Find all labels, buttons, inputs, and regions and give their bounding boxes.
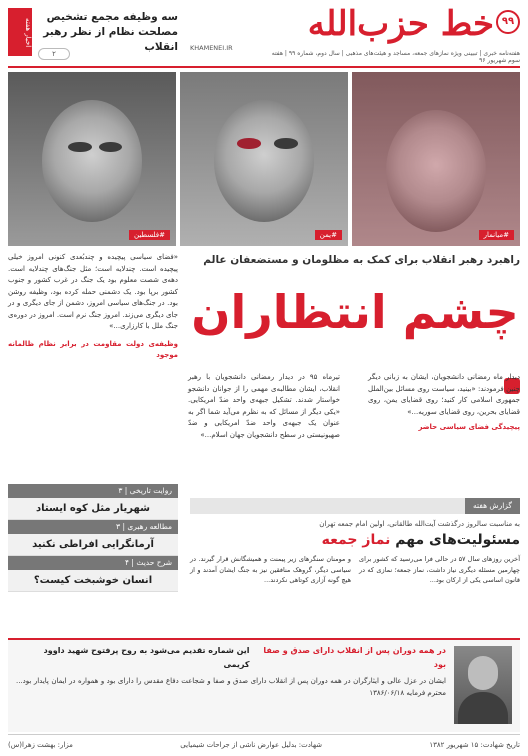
masthead <box>0 0 528 68</box>
body-subhead: پیچیدگی فضای سیاسی حاضر <box>418 423 520 431</box>
photo-caption: #یمن <box>315 230 342 240</box>
report-title-highlight: نماز جمعه <box>321 532 391 548</box>
lead-story <box>190 252 520 370</box>
martyr-headline-right: در همه دوران پس از انقلاب دارای صدق و صفا بود <box>263 646 446 669</box>
photo-yemen <box>180 72 348 246</box>
footer <box>8 734 520 752</box>
side-headline[interactable]: سه وظیفه مجمع تشخیص مصلحت نظام از نظر رهبر انقلاب <box>43 11 178 53</box>
logo: خط حزب‌الله <box>307 4 494 44</box>
martyr-paragraph: ایشان در عزل عالی و ایثارگران در همه دوران پس از انقلاب دارای صدق و صفا و شجاعت دفاع مقدس را دارای بود و همواره در ایمان پایدار بود... محترم فرمایه ۱۳۸۶/۰۶/۱۸ <box>16 677 446 697</box>
issue-meta: هفته‌نامه خبری | تبیینی ویژه نمازهای جمعه، مساجد و هیئت‌های مذهبی | سال دوم، شماره ۹۹ | هفته سوم شهریور ۹۶ <box>271 50 520 64</box>
martyr-text <box>16 644 446 699</box>
footer-cause: شهادت: بدلیل عوارض ناشی از جراحات شیمیایی <box>180 740 323 749</box>
report-text-left: و مومنان سنگرهای زیر پیمنت و همیشگانش قرار گیرند. در سیاسی دیگر، گروهک منافقین نیز به جنگ ایشان آمدند و از هیچ گونه آزاری کوتاهی نکردند... <box>190 555 351 584</box>
report-body <box>190 554 520 586</box>
box-title[interactable]: انسان خوشبخت کیست؟ <box>8 570 178 592</box>
lead-body-left <box>368 372 520 494</box>
box-title[interactable]: آرمانگرایی افراطی نکنید <box>8 534 178 556</box>
photo-palestine <box>8 72 176 246</box>
eye-shape <box>99 142 123 152</box>
lead-title[interactable]: چشم انتظاران <box>191 285 519 339</box>
child-face <box>42 100 143 222</box>
side-page-number: ۲ <box>38 48 70 60</box>
issue-number: ۹۹ <box>496 10 520 34</box>
side-column <box>8 252 178 482</box>
body-text: تیرماه ۹۵ در دیدار رمضانی دانشجویان با رهبر انقلاب، ایشان مطالبه‌ی مهمی را از جوانان دانشجو خواستار شدند. تشکیل جبهه‌ی واحد ضدّ امریکایی. «یکی دیگر از مسائل که به نظرم می‌آید شما اگر به عنوان یک جبهه‌ی واحد ضدّ امریکایی و ضدّ صهیونیستی در سطح دانشجویان جهان اسلام...» <box>188 373 340 439</box>
lead-body <box>188 372 520 494</box>
section-boxes <box>8 484 178 624</box>
photo-myanmar <box>352 72 520 246</box>
box-head: شرح حدیث | ۴ <box>8 556 178 570</box>
lead-body-right <box>188 372 360 494</box>
body-text: دیدار ماه رمضانی دانشجویان، ایشان به زبانی دیگر چنین فرمودند: «بینید، سیاست روی مسائل بین‌الملل جمهوری اسلامی کار کنید؛ روی قضایای یمن، روی قضایای بحرین، روی قضایای سوریه...» <box>368 373 520 416</box>
eye-shape <box>237 138 261 148</box>
martyr-headline-left: این شماره تقدیم می‌شود به روح پرفتوح شهید داوود کریمی <box>43 646 250 669</box>
side-column-text: «فضای سیاسی پیچیده و چندبُعدی کنونی امروز خیلی پیچیده است. چندلایه است؛ مثل جنگ‌های چندلایه است. دهه‌ی شصت معلوم بود یک جنگ در غرب کشور و جنوب کشور برپا بود. یک دشمنی حمله کرده بود، وظیفه روشن بود. در جنگ‌های سیاسی امروز، دشمن از جای دیگری و در جای دیگری می‌زند. امروز جنگ نرم است. امروز در دوره‌ی جنگ ملل با کارزاری...» <box>8 253 178 330</box>
box-head: روایت تاریخی | ۳ <box>8 484 178 498</box>
photo-caption: #فلسطین <box>129 230 170 240</box>
martyr-banner <box>8 638 520 732</box>
brand <box>190 4 520 62</box>
masthead-rule <box>8 66 520 68</box>
weekly-report <box>190 498 520 624</box>
report-subline: به مناسبت سالروز درگذشت آیت‌الله طالقانی، اولین امام جمعه تهران <box>319 520 520 528</box>
report-title[interactable] <box>190 532 520 548</box>
report-title-prefix: مسئولیت‌های مهم <box>395 532 520 548</box>
eye-shape <box>68 142 92 152</box>
lead-kicker: راهبرد رهبر انقلاب برای کمک به مظلومان و مستضعفان عالم <box>203 254 520 266</box>
side-column-subhead: وظیفه‌ی دولت مقاومت در برابر نظام ظالمانه موجود <box>8 339 178 359</box>
box-head: مطالعه رهبری | ۳ <box>8 520 178 534</box>
box-title[interactable]: شهریار مثل کوه ایستاد <box>8 498 178 520</box>
martyr-headlines <box>16 644 446 672</box>
report-text-right: آخرین روزهای سال ۵۷ در حالی فرا می‌رسید که کشور برای چهارمین مسئله دیگری نیاز داشت، نماز جمعه؛ نمازی که در قانون اساسی یکی از ارکان بود... <box>359 555 520 584</box>
footer-date: تاریخ شهادت: ۱۵ شهریور ۱۳۸۲ <box>429 740 520 749</box>
photo-caption: #میانمار <box>479 230 514 240</box>
footer-place: مزار: بهشت زهرا(س) <box>8 740 73 749</box>
child-face <box>214 100 315 222</box>
portrait-head <box>468 656 498 690</box>
portrait-shoulders <box>458 692 508 724</box>
report-header <box>190 498 520 514</box>
martyr-portrait <box>454 646 512 724</box>
photo-strip <box>8 72 520 246</box>
site-url[interactable]: KHAMENEI.IR <box>190 44 233 52</box>
side-news[interactable] <box>8 8 178 64</box>
report-label: گزارش هفته <box>465 498 520 514</box>
eye-shape <box>274 138 298 148</box>
side-tag: اخبار هفته <box>8 8 32 56</box>
red-overlay <box>352 72 520 246</box>
